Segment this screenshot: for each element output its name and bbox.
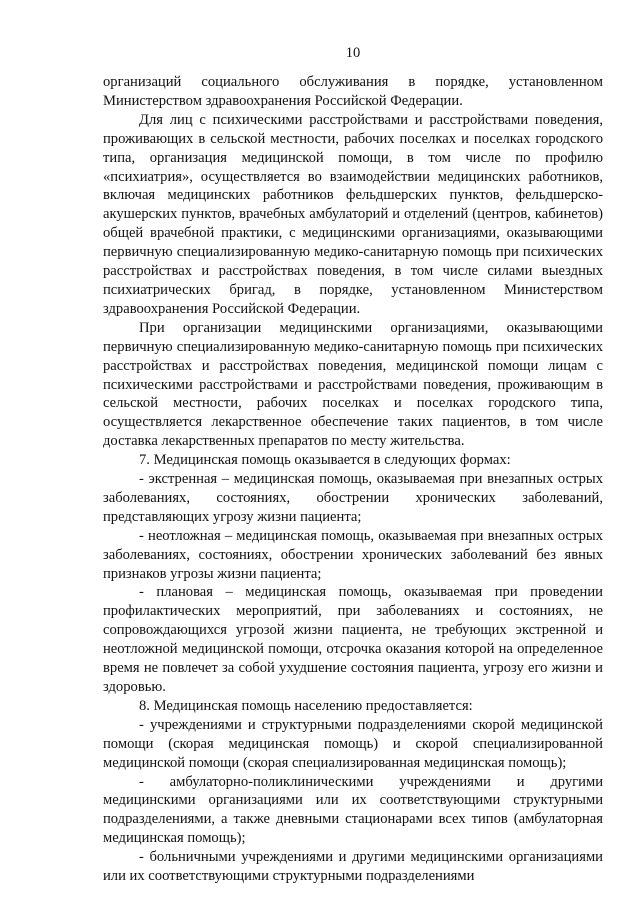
document-body: [103, 73, 603, 886]
page-number: 10: [345, 45, 361, 61]
clause-8-heading: 8. Медицинская помощь населению предоставляется:: [139, 697, 473, 714]
paragraph-drug-provision: При организации медицинскими организациями, оказывающими первичную специализированную медико-санитарную помощь при психических расстройствах и расстройствах поведения, медицинской помощи лицам с психическими расстройствами и расстройствами поведения, проживающим в сельской местности, рабочих поселках и поселках городского типа, осуществляется лекарственное обеспечение таких пациентов, в том числе доставка лекарственных препаратов по месту жительства.: [103, 319, 603, 450]
list-item-emergency: - экстренная – медицинская помощь, оказываемая при внезапных острых заболеваниях, состояниях, обострении хронических заболеваний, представляющих угрозу жизни пациента;: [103, 471, 603, 525]
list-item-urgent: - неотложная – медицинская помощь, оказываемая при внезапных острых заболеваниях, состояниях, обострении хронических заболеваний без явных признаков угрозы жизни пациента;: [103, 527, 603, 582]
clause-7-heading: 7. Медицинская помощь оказывается в следующих формах:: [139, 452, 511, 469]
paragraph-rural-psychiatric-care: Для лиц с психическими расстройствами и расстройствами поведения, проживающих в сельской местности, рабочих поселках и поселках городского типа, организация медицинской помощи, в том числе по профилю «психиатрия», осуществляется во взаимодействии медицинских работников, включая медицинских работников фельдшерских пунктов, фельдшерско-акушерских пунктов, врачебных амбулаторий и отделений (центров, кабинетов) общей врачебной практики, с медицинскими организациями, оказывающими первичную специализированную медико-санитарную помощь при психических расстройствах и расстройствах поведения, в том числе силами выездных психиатрических бригад, в порядке, установленном Министерством здравоохранения Российской Федерации.: [103, 111, 603, 317]
paragraph-continuation: организаций социального обслуживания в порядке, установленном Министерством здравоохранения Российской Федерации.: [103, 74, 603, 109]
list-item-ambulance: - учреждениями и структурными подразделениями скорой медицинской помощи (скорая медицинская помощь) и скорой специализированной медицинской помощи (скорая специализированная медицинская помощь);: [103, 716, 603, 771]
list-item-hospital: - больничными учреждениями и другими медицинскими организациями или их соответствующими структурными подразделениями: [103, 849, 603, 885]
list-item-planned: - плановая – медицинская помощь, оказываемая при проведении профилактических мероприятий, при заболеваниях и состояниях, не сопровождающихся угрозой жизни пациента, не требующих экстренной и неотложной медицинской помощи, отсрочка оказания которой на определенное время не повлечет за собой ухудшение состояния пациента, угрозу его жизни и здоровью.: [103, 584, 603, 695]
list-item-outpatient: - амбулаторно-поликлиническими учреждениями и другими медицинскими организациями или их соответствующими структурными подразделениями, а также дневными стационарами всех типов (амбулаторная медицинская помощь);: [103, 773, 603, 847]
